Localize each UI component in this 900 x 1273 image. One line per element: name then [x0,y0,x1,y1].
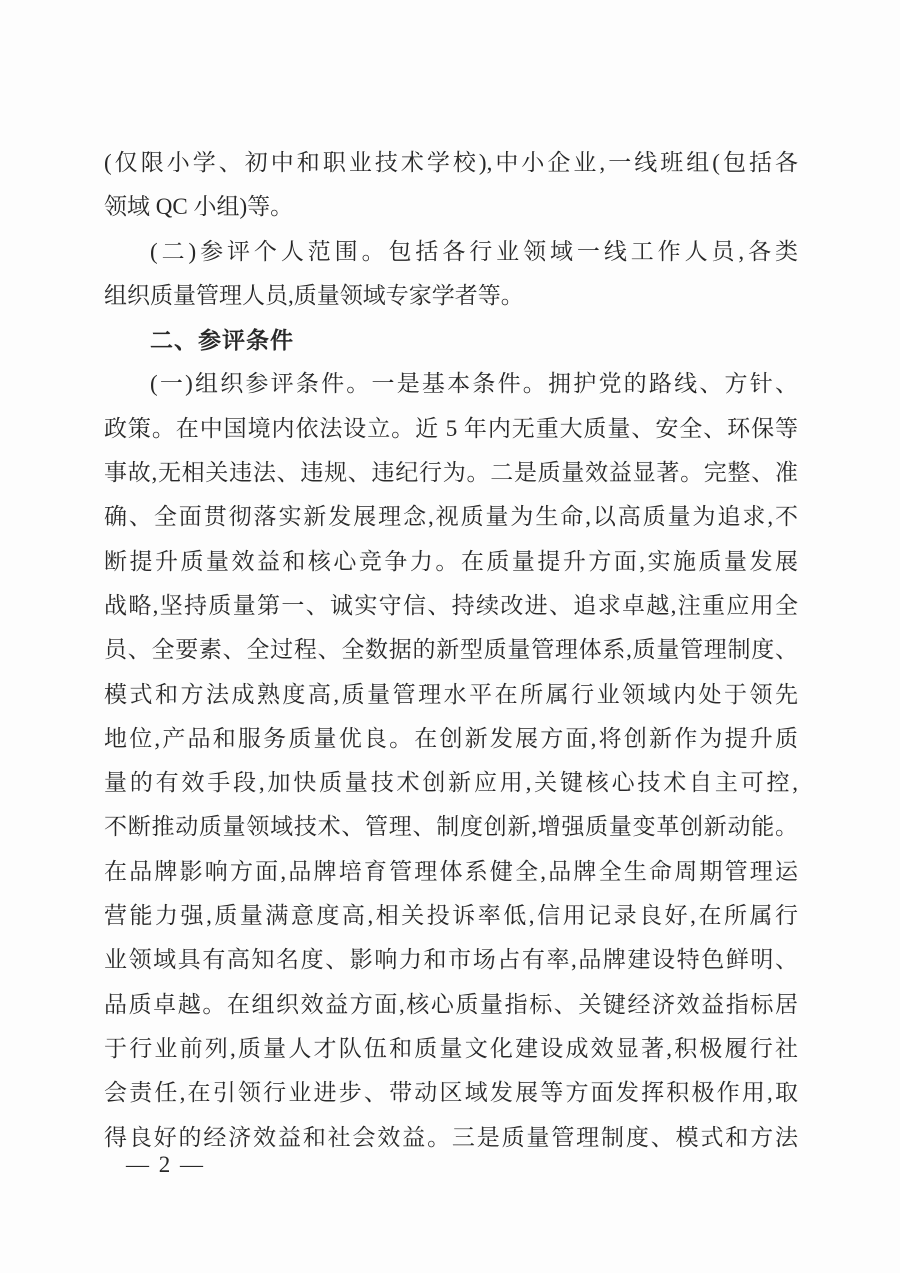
text-line: 地位,产品和服务质量优良。在创新发展方面,将创新作为提升质 [104,725,798,751]
text-line: 在品牌影响方面,品牌培育管理体系健全,品牌全生命周期管理运 [104,858,798,884]
text-line: 业领域具有高知名度、影响力和市场占有率,品牌建设特色鲜明、 [104,947,798,973]
page-number: — 2 — [126,1152,205,1177]
text-line: (一)组织参评条件。一是基本条件。拥护党的路线、方针、 [150,371,798,397]
text-line: 员、全要素、全过程、全数据的新型质量管理体系,质量管理制度、 [104,637,798,663]
text-line: 营能力强,质量满意度高,相关投诉率低,信用记录良好,在所属行 [104,903,798,929]
text-line: 量的有效手段,加快质量技术创新应用,关键核心技术自主可控, [104,770,798,796]
document-body [104,141,798,1160]
text-line: 模式和方法成熟度高,质量管理水平在所属行业领域内处于领先 [104,681,798,707]
text-line: 得良好的经济效益和社会效益。三是质量管理制度、模式和方法 [104,1124,798,1150]
text-line: (仅限小学、初中和职业技术学校),中小企业,一线班组(包括各 [104,150,798,175]
text-line: 断提升质量效益和核心竞争力。在质量提升方面,实施质量发展 [104,548,798,574]
section-heading: 二、参评条件 [150,327,294,354]
text-line: 政策。在中国境内依法设立。近 5 年内无重大质量、安全、环保等 [104,415,798,441]
text-line: 于行业前列,质量人才队伍和质量文化建设成效显著,积极履行社 [104,1035,798,1061]
text-line: 组织质量管理人员,质量领域专家学者等。 [104,282,524,308]
text-line: 品质卓越。在组织效益方面,核心质量指标、关键经济效益指标居 [104,991,798,1017]
text-line: 领域 QC 小组)等。 [104,194,294,220]
text-line: 不断推动质量领域技术、管理、制度创新,增强质量变革创新动能。 [104,814,798,840]
text-line: 会责任,在引领行业进步、带动区域发展等方面发挥积极作用,取 [104,1080,798,1106]
text-line: (二)参评个人范围。包括各行业领域一线工作人员,各类 [150,238,798,264]
text-line: 战略,坚持质量第一、诚实守信、持续改进、追求卓越,注重应用全 [104,592,798,618]
text-line: 事故,无相关违法、违规、违纪行为。二是质量效益显著。完整、准 [104,460,798,486]
text-line: 确、全面贯彻落实新发展理念,视质量为生命,以高质量为追求,不 [104,504,798,530]
